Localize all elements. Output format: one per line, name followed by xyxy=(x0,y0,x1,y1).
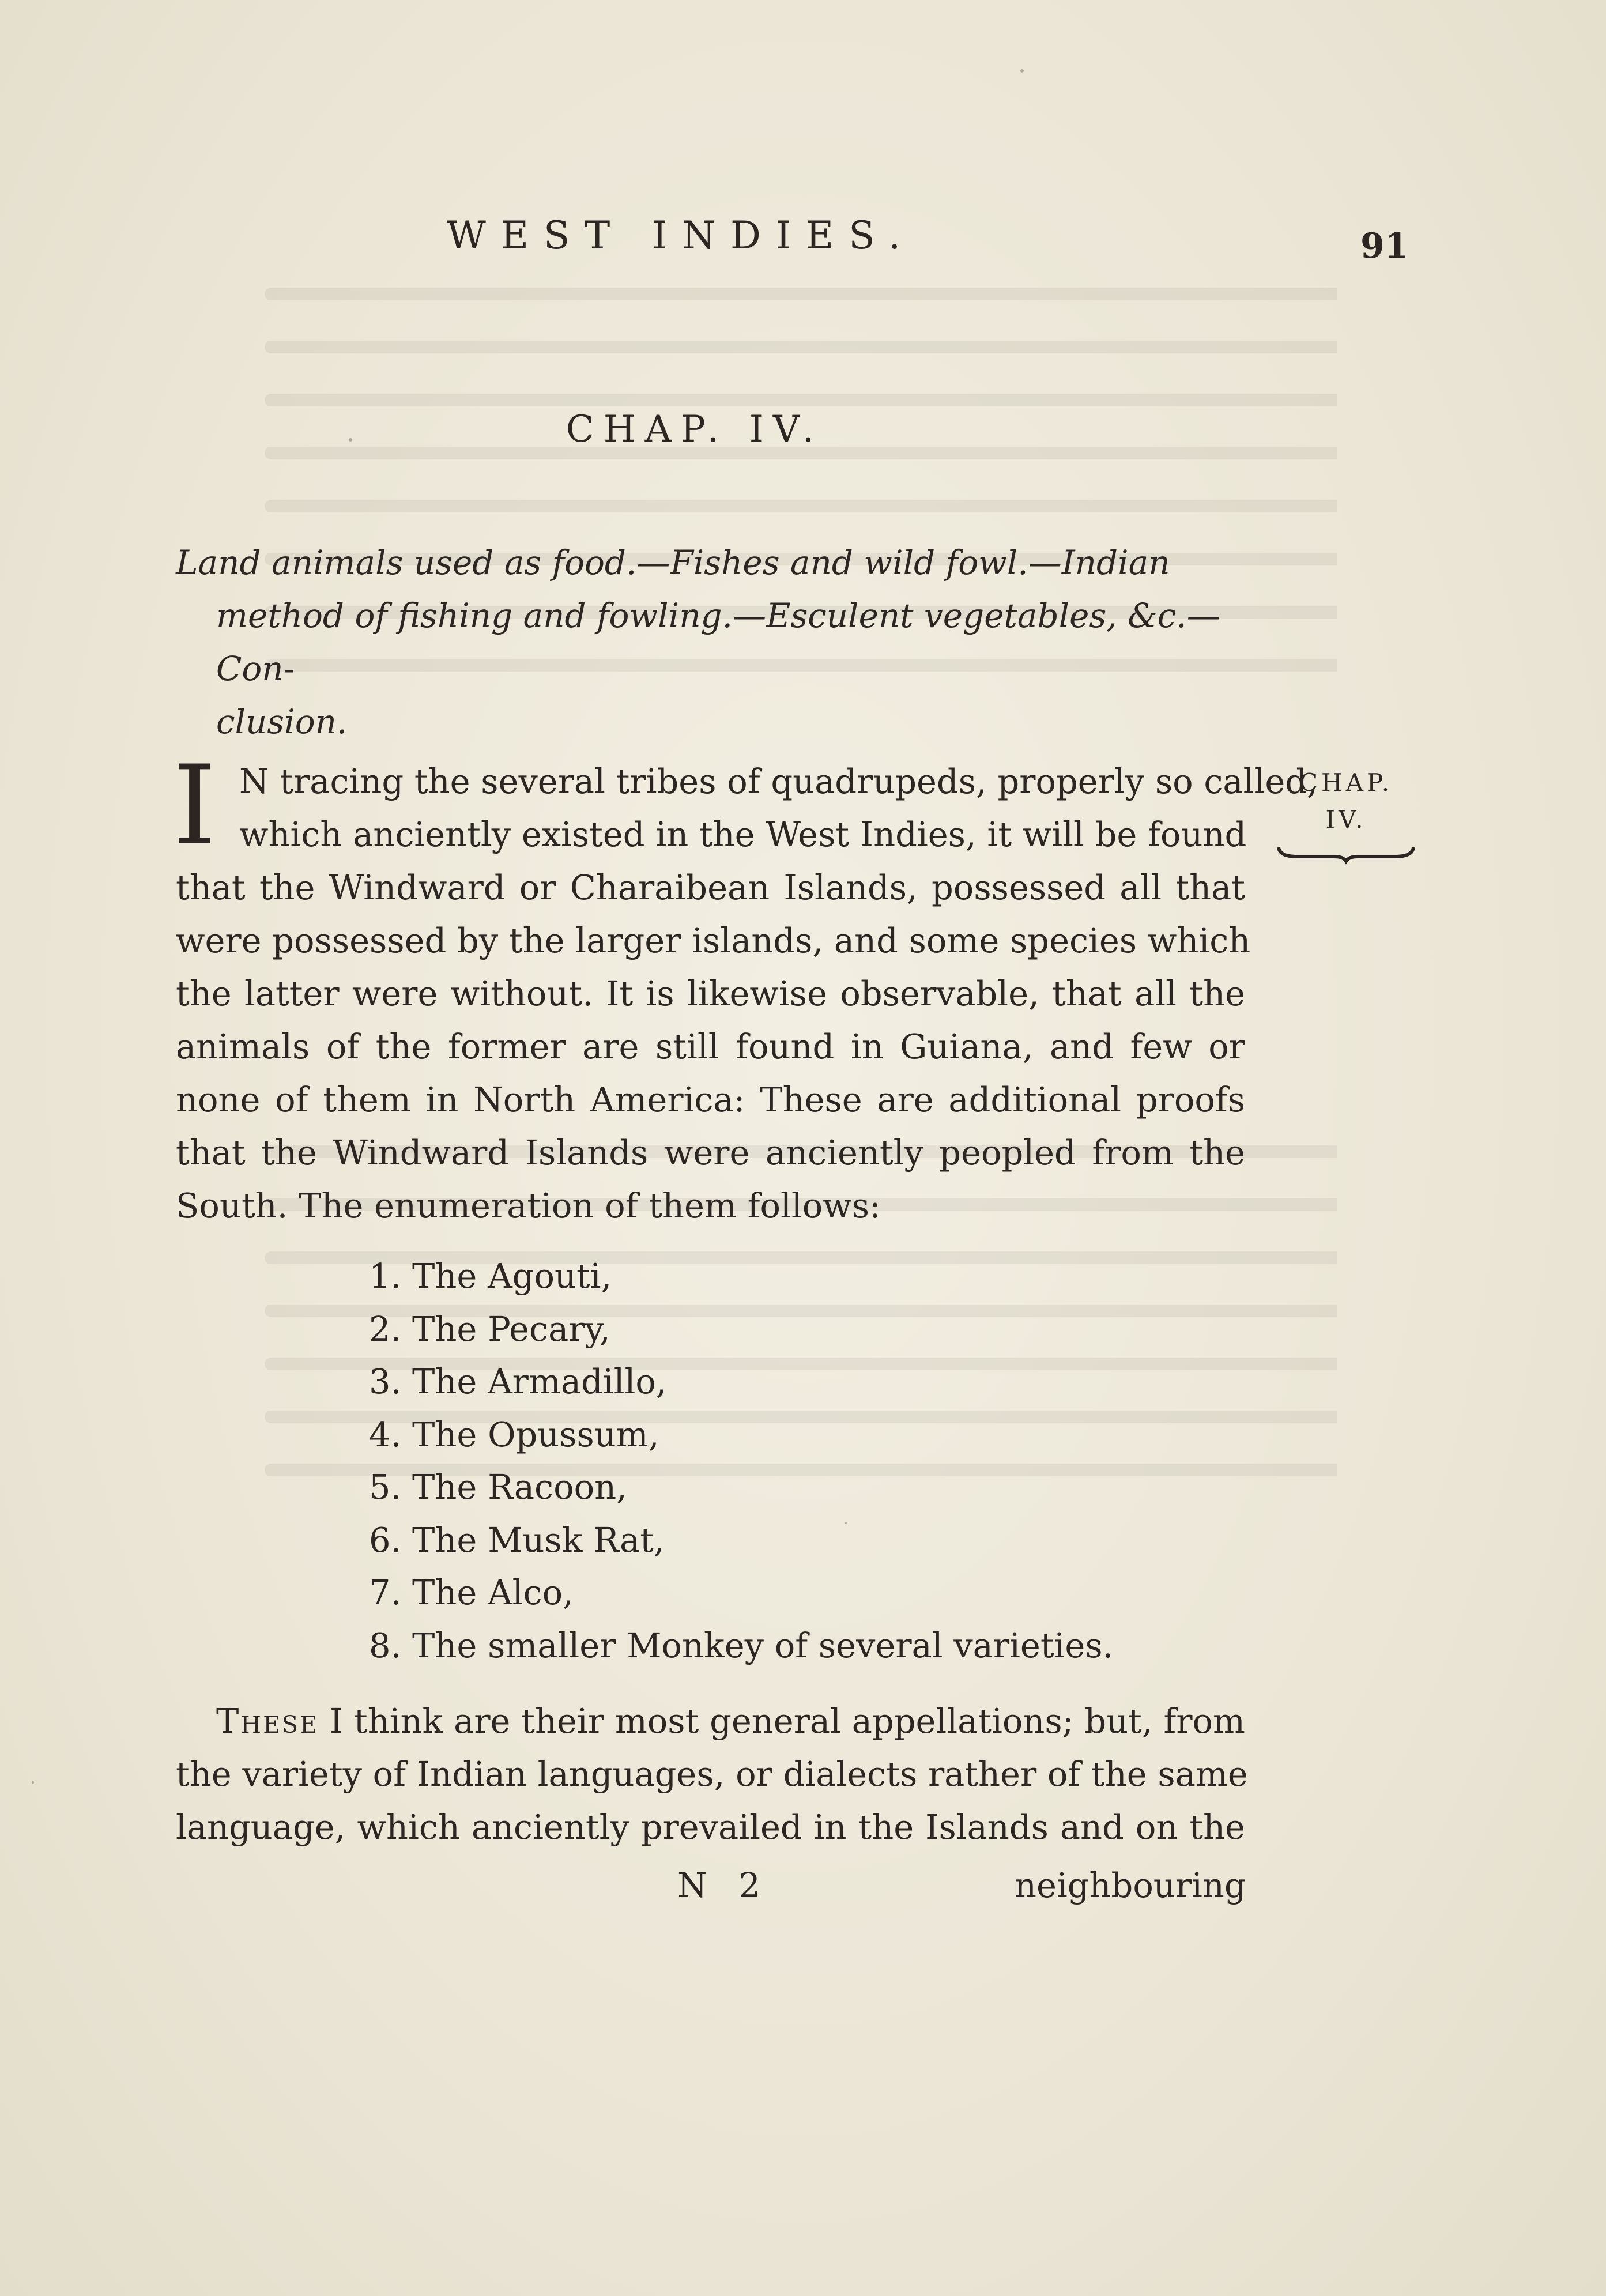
page-number: 91 xyxy=(1360,226,1409,266)
text-line: South. The enumeration of them follows: xyxy=(176,1186,881,1226)
paper-speck xyxy=(1020,69,1024,73)
margin-note-chap: CHAP. xyxy=(1299,768,1393,797)
list-item: 1. The Agouti, xyxy=(369,1256,612,1296)
text-line: language, which anciently prevailed in the Islands and on the xyxy=(176,1807,1245,1847)
list-item: 7. The Alco, xyxy=(369,1573,574,1612)
curly-brace-icon xyxy=(1274,842,1418,865)
text-line: which anciently existed in the West Indies, it will be found xyxy=(239,815,1247,854)
paragraph-2 xyxy=(176,1695,1248,1854)
margin-note-number: IV. xyxy=(1325,805,1367,834)
text-line-rest: I think are their most general appellations; but, from xyxy=(319,1701,1245,1741)
margin-note xyxy=(1274,762,1418,865)
list-item: 5. The Racoon, xyxy=(369,1467,627,1507)
chapter-heading: CHAP. IV. xyxy=(566,408,824,451)
argument-line: Land animals used as food.—Fishes and wild fowl.—Indian xyxy=(176,543,1170,582)
list-item: 4. The Opussum, xyxy=(369,1414,659,1454)
paragraph-1 xyxy=(176,755,1318,1232)
signature-mark: N 2 xyxy=(677,1865,771,1905)
text-line: the variety of Indian languages, or dialects rather of the same xyxy=(176,1754,1248,1794)
text-line xyxy=(176,1695,1245,1748)
drop-cap: I xyxy=(173,742,217,869)
text-line: that the Windward Islands were anciently peopled from the xyxy=(176,1133,1245,1172)
running-head: WEST INDIES. xyxy=(447,213,916,258)
text-line: none of them in North America: These are additional proofs xyxy=(176,1080,1245,1119)
text-line: the latter were without. It is likewise observable, that all the xyxy=(176,974,1245,1013)
chapter-argument xyxy=(176,536,1242,748)
list-item: 3. The Armadillo, xyxy=(369,1362,667,1401)
list-item: 8. The smaller Monkey of several varieties. xyxy=(369,1625,1114,1665)
text-line: animals of the former are still found in Guiana, and few or xyxy=(176,1027,1245,1066)
lead-word: These xyxy=(216,1701,319,1741)
paper-speck xyxy=(32,1781,34,1784)
text-line: N tracing the several tribes of quadrupeds, properly so called, xyxy=(239,761,1318,801)
catchword: neighbouring xyxy=(1015,1865,1246,1905)
argument-line: clusion. xyxy=(216,702,348,741)
animal-list xyxy=(369,1250,1113,1672)
list-item: 6. The Musk Rat, xyxy=(369,1520,665,1560)
list-item: 2. The Pecary, xyxy=(369,1309,610,1349)
argument-line: method of fishing and fowling.—Esculent vegetables, &c.—Con- xyxy=(216,596,1220,688)
text-line: were possessed by the larger islands, and some species which xyxy=(176,921,1251,960)
text-line: that the Windward or Charaibean Islands, possessed all that xyxy=(176,868,1245,907)
